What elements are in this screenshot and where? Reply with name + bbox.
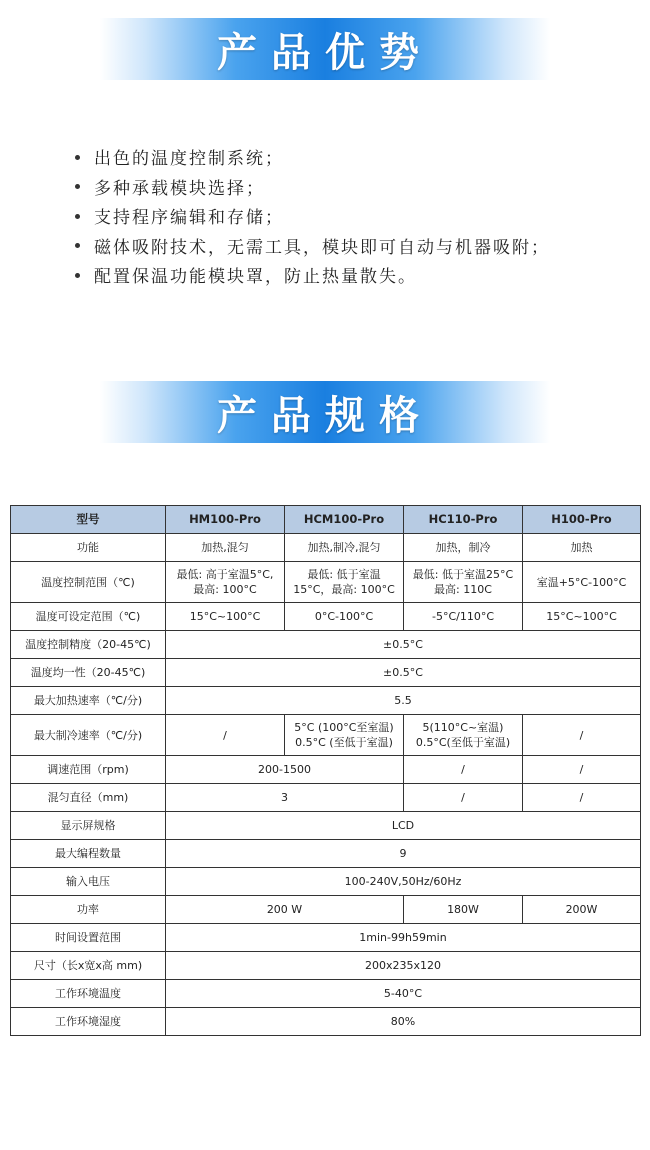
cell: 加热，制冷 xyxy=(404,534,523,562)
table-row xyxy=(11,952,641,980)
row-label: 工作环境湿度 xyxy=(11,1008,166,1036)
cell: / xyxy=(523,715,641,756)
header-h100: H100-Pro xyxy=(523,506,641,534)
cell: 最低: 低于室温25°C 最高: 110C xyxy=(404,562,523,603)
header-hm100: HM100-Pro xyxy=(166,506,285,534)
cell: 1min-99h59min xyxy=(166,924,641,952)
cell: 80% xyxy=(166,1008,641,1036)
cell: / xyxy=(166,715,285,756)
cell: 加热,混匀 xyxy=(166,534,285,562)
cell: / xyxy=(523,756,641,784)
cell: 200x235x120 xyxy=(166,952,641,980)
row-label: 最大编程数量 xyxy=(11,840,166,868)
cell: 15°C~100°C xyxy=(523,603,641,631)
row-label: 混匀直径（mm) xyxy=(11,784,166,812)
list-item: 多种承载模块选择； xyxy=(75,175,550,205)
table-row xyxy=(11,631,641,659)
table-row xyxy=(11,562,641,603)
cell: 9 xyxy=(166,840,641,868)
row-label: 工作环境温度 xyxy=(11,980,166,1008)
cell: 5-40°C xyxy=(166,980,641,1008)
table-row xyxy=(11,840,641,868)
advantages-list xyxy=(75,145,550,293)
cell: / xyxy=(404,784,523,812)
cell: 3 xyxy=(166,784,404,812)
row-label: 温度可设定范围（℃) xyxy=(11,603,166,631)
spec-table xyxy=(10,505,641,1036)
row-label: 温度控制范围（℃) xyxy=(11,562,166,603)
cell: 180W xyxy=(404,896,523,924)
table-row xyxy=(11,896,641,924)
cell: 5°C (100°C至室温) 0.5°C (至低于室温) xyxy=(285,715,404,756)
row-label: 功能 xyxy=(11,534,166,562)
cell: 5.5 xyxy=(166,687,641,715)
cell: 200W xyxy=(523,896,641,924)
cell: 200-1500 xyxy=(166,756,404,784)
bullet-icon xyxy=(75,214,80,219)
cell: 最低: 低于室温 15°C，最高: 100°C xyxy=(285,562,404,603)
bullet-icon xyxy=(75,155,80,160)
row-label: 尺寸（长x宽x高 mm) xyxy=(11,952,166,980)
table-row xyxy=(11,812,641,840)
table-header-row xyxy=(11,506,641,534)
table-row xyxy=(11,1008,641,1036)
bullet-icon xyxy=(75,184,80,189)
section-title-specs: 产品规格 xyxy=(217,392,433,439)
bullet-icon xyxy=(75,273,80,278)
cell: 加热 xyxy=(523,534,641,562)
list-item: 磁体吸附技术，无需工具，模块即可自动与机器吸附； xyxy=(75,234,550,264)
row-label: 调速范围（rpm) xyxy=(11,756,166,784)
cell: 100-240V,50Hz/60Hz xyxy=(166,868,641,896)
table-row xyxy=(11,980,641,1008)
table-row xyxy=(11,659,641,687)
cell: 15°C~100°C xyxy=(166,603,285,631)
row-label: 输入电压 xyxy=(11,868,166,896)
cell: LCD xyxy=(166,812,641,840)
table-row xyxy=(11,756,641,784)
table-row xyxy=(11,784,641,812)
table-row xyxy=(11,868,641,896)
section-title-advantages: 产品优势 xyxy=(217,29,433,76)
row-label: 最大制冷速率（℃/分) xyxy=(11,715,166,756)
cell: 室温+5°C-100°C xyxy=(523,562,641,603)
cell: / xyxy=(404,756,523,784)
cell: 200 W xyxy=(166,896,404,924)
section-banner-advantages xyxy=(100,18,550,80)
table-row xyxy=(11,687,641,715)
table-row xyxy=(11,715,641,756)
cell: 加热,制冷,混匀 xyxy=(285,534,404,562)
cell: 5(110°C~室温) 0.5°C(至低于室温) xyxy=(404,715,523,756)
list-item: 支持程序编辑和存储； xyxy=(75,204,550,234)
header-hcm100: HCM100-Pro xyxy=(285,506,404,534)
table-row xyxy=(11,603,641,631)
list-item: 配置保温功能模块罩，防止热量散失。 xyxy=(75,263,550,293)
row-label: 最大加热速率（℃/分) xyxy=(11,687,166,715)
cell: ±0.5°C xyxy=(166,659,641,687)
section-banner-specs xyxy=(100,381,550,443)
table-row xyxy=(11,924,641,952)
cell: / xyxy=(523,784,641,812)
bullet-icon xyxy=(75,243,80,248)
row-label: 时间设置范围 xyxy=(11,924,166,952)
row-label: 温度控制精度（20-45℃) xyxy=(11,631,166,659)
header-model: 型号 xyxy=(11,506,166,534)
list-item: 出色的温度控制系统； xyxy=(75,145,550,175)
header-hc110: HC110-Pro xyxy=(404,506,523,534)
cell: 0°C-100°C xyxy=(285,603,404,631)
table-row xyxy=(11,534,641,562)
cell: 最低: 高于室温5°C, 最高: 100°C xyxy=(166,562,285,603)
row-label: 功率 xyxy=(11,896,166,924)
row-label: 温度均一性（20-45℃) xyxy=(11,659,166,687)
row-label: 显示屏规格 xyxy=(11,812,166,840)
cell: ±0.5°C xyxy=(166,631,641,659)
cell: -5°C/110°C xyxy=(404,603,523,631)
